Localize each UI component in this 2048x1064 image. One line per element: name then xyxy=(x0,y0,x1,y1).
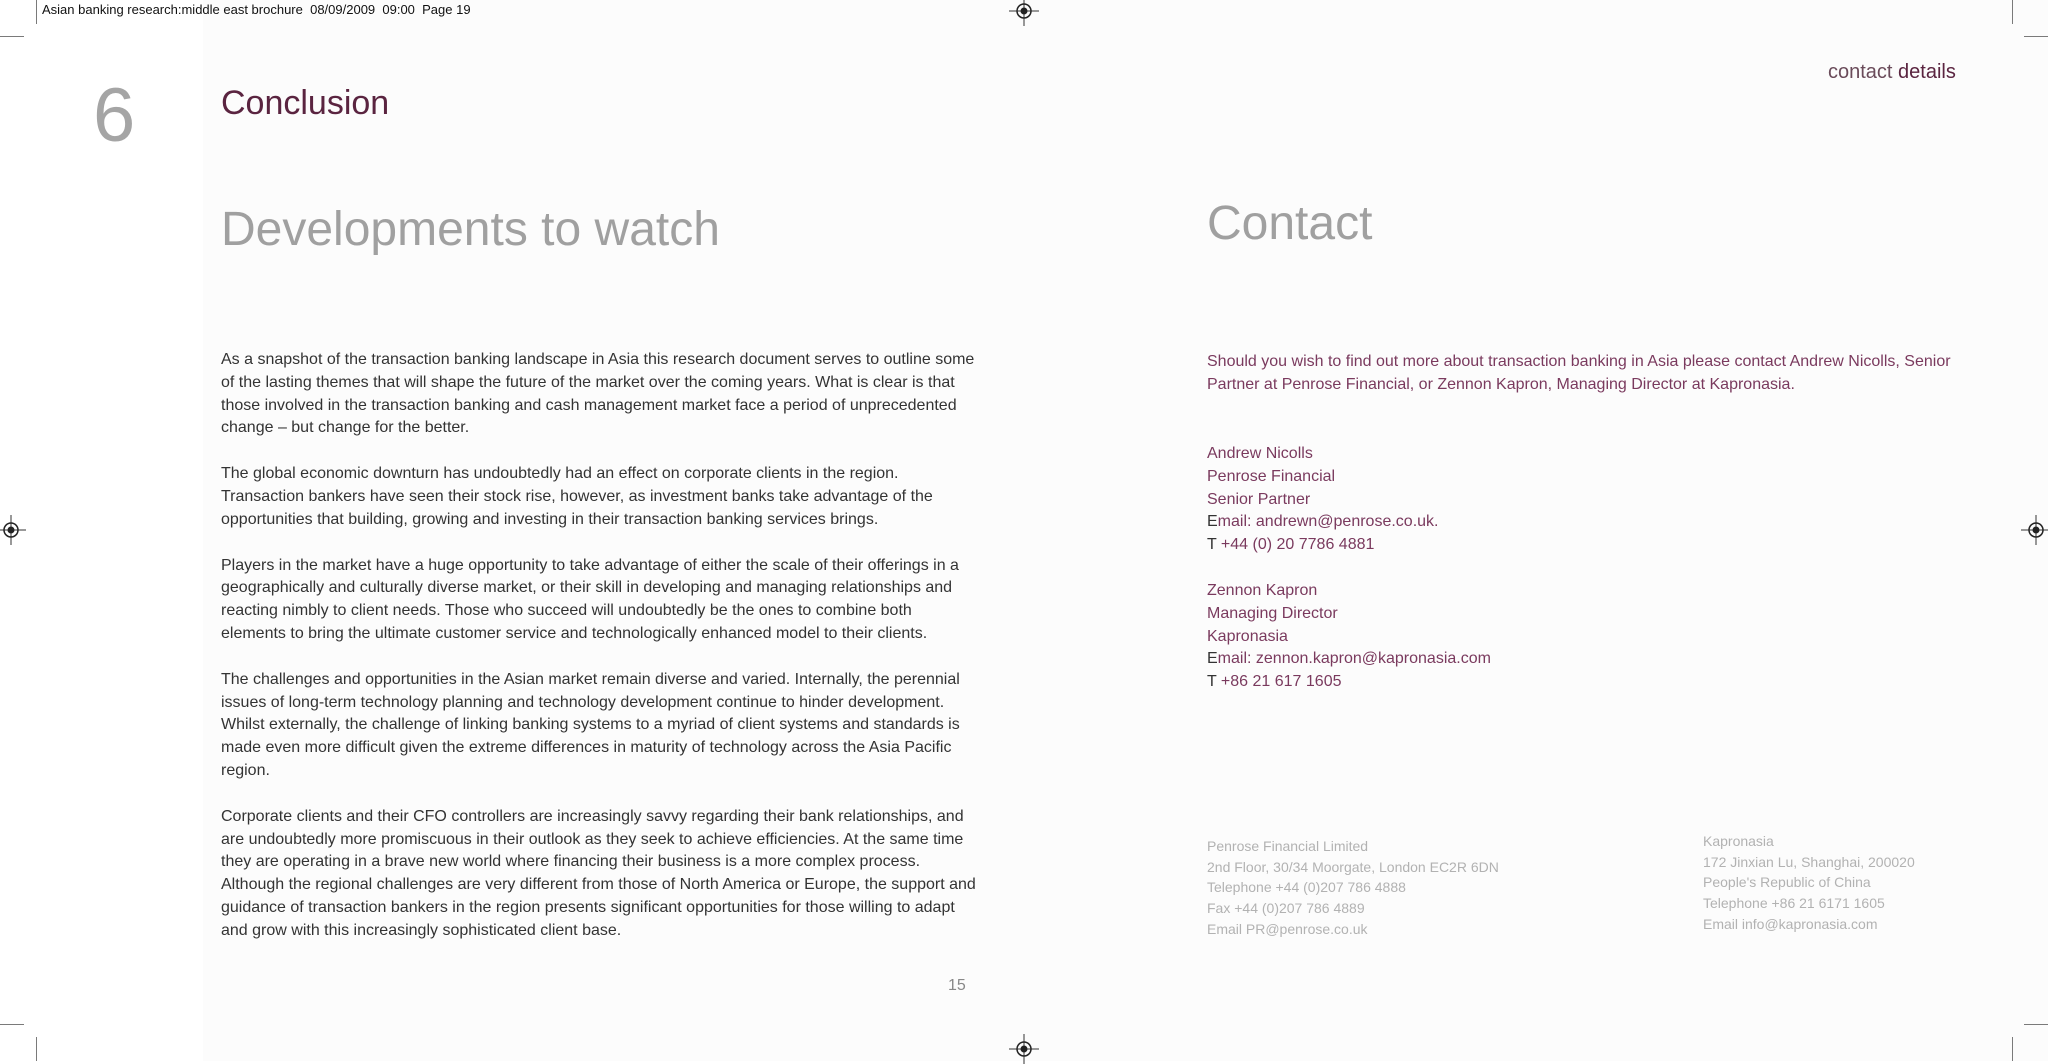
crop-mark xyxy=(0,1024,24,1025)
address-email[interactable]: Email PR@penrose.co.uk xyxy=(1207,920,1368,937)
contact-phone-line xyxy=(1207,671,1491,694)
page-number: 15 xyxy=(948,977,966,994)
contact-title: Managing Director xyxy=(1207,604,1338,622)
contact-block-kapron xyxy=(1207,580,1491,694)
address-line: People's Republic of China xyxy=(1703,874,1871,891)
running-head xyxy=(1828,61,1956,84)
crop-mark xyxy=(36,0,37,24)
crop-mark xyxy=(2012,1037,2013,1061)
crop-mark xyxy=(2012,0,2013,24)
address-line: Telephone +86 21 6171 1605 xyxy=(1703,895,1885,912)
address-line: Kapronasia xyxy=(1703,833,1774,849)
address-line: Penrose Financial Limited xyxy=(1207,838,1369,854)
contact-title: Senior Partner xyxy=(1207,490,1311,508)
registration-mark-icon xyxy=(2021,515,2048,545)
crop-mark xyxy=(2024,1024,2048,1025)
contact-company: Penrose Financial xyxy=(1207,467,1336,485)
contact-name: Andrew Nicolls xyxy=(1207,445,1313,462)
contact-phone: +44 (0) 20 7786 4881 xyxy=(1216,536,1375,554)
address-line: 2nd Floor, 30/34 Moorgate, London EC2R 6DN xyxy=(1207,858,1499,875)
paragraph: Corporate clients and their CFO controllers are increasingly savvy regarding their bank relationships, and are undoubtedly more promiscuous in their outlook as they seek to achieve efficiencies. At the same time they are operating in a brave new world where financing their business is a more complex process. Although the regional challenges are very different from those of North America or Europe, the support and guidance of transaction bankers in the region presents significant opportunities for those willing to adapt and grow with this increasingly sophisticated client base. xyxy=(221,807,976,939)
email-prefix: E xyxy=(1207,513,1218,531)
email-label: mail: xyxy=(1217,650,1256,668)
registration-mark-icon xyxy=(1009,1034,1039,1064)
crop-mark xyxy=(0,36,24,37)
contact-email-link[interactable]: zennon.kapron@kapronasia.com xyxy=(1255,650,1491,668)
registration-mark-icon xyxy=(1009,0,1039,26)
crop-mark xyxy=(36,1037,37,1061)
contact-phone-line xyxy=(1207,534,1438,557)
address-email[interactable]: Email info@kapronasia.com xyxy=(1703,915,1878,932)
section-heading: Developments to watch xyxy=(221,203,720,256)
chapter-title: Conclusion xyxy=(221,84,390,122)
email-label: mail: xyxy=(1217,513,1256,531)
paragraph: As a snapshot of the transaction banking landscape in Asia this research document serves to outline some of the lasting themes that will shape the future of the market over the coming years. What is clear is that those involved in the transaction banking and cash management market face a period of unprecedented change – but change for the better. xyxy=(221,351,975,437)
contact-email-link[interactable]: andrewn@penrose.co.uk. xyxy=(1255,513,1439,531)
crop-mark xyxy=(2024,36,2048,37)
chapter-number: 6 xyxy=(93,73,136,158)
running-head-bold: details xyxy=(1898,61,1956,83)
contact-block-nicolls xyxy=(1207,443,1438,557)
email-prefix: E xyxy=(1207,650,1218,668)
phone-prefix: T xyxy=(1207,536,1217,554)
paragraph: The global economic downturn has undoubtedly had an effect on corporate clients in the region. Transaction bankers have seen their stock rise, however, as investment banks take advantage of the opportunities that building, growing and investing in their transaction banking services brings. xyxy=(221,465,933,528)
contact-email-line xyxy=(1207,648,1491,671)
address-line: 172 Jinxian Lu, Shanghai, 200020 xyxy=(1703,853,1915,870)
print-slug-line: Asian banking research:middle east brochure 08/09/2009 09:00 Page 19 xyxy=(42,2,471,17)
contact-intro: Should you wish to find out more about transaction banking in Asia please contact Andrew Nicolls, Senior Partner at Penrose Financial, or Zennon Kapron, Managing Director at Kapronasia. xyxy=(1207,353,1951,393)
contact-name: Zennon Kapron xyxy=(1207,582,1318,599)
running-head-light: contact xyxy=(1828,61,1893,83)
address-line: Fax +44 (0)207 786 4889 xyxy=(1207,900,1365,917)
address-penrose xyxy=(1207,836,1499,940)
address-kapronasia xyxy=(1703,831,1915,935)
paragraph: Players in the market have a huge opportunity to take advantage of either the scale of their offerings in a geographically and culturally diverse market, or their skill in developing and managing relationships and reacting nimbly to client needs. Those who succeed will undoubtedly be the ones to combine both elements to bring the ultimate customer service and technologically enhanced model to their clients. xyxy=(221,556,959,642)
contact-heading: Contact xyxy=(1207,197,1373,250)
contact-phone: +86 21 617 1605 xyxy=(1216,673,1342,691)
body-text xyxy=(221,349,981,966)
registration-mark-icon xyxy=(0,515,26,545)
paragraph: The challenges and opportunities in the Asian market remain diverse and varied. Internally, the perennial issues of long-term technology planning and technology development continue to hinder development. Whilst externally, the challenge of linking banking systems to a myriad of client systems and standards is made even more difficult given the extreme differences in maturity of technology across the Asia Pacific region. xyxy=(221,670,960,779)
contact-email-line xyxy=(1207,511,1438,534)
contact-company: Kapronasia xyxy=(1207,627,1288,645)
address-line: Telephone +44 (0)207 786 4888 xyxy=(1207,879,1406,896)
phone-prefix: T xyxy=(1207,673,1217,691)
